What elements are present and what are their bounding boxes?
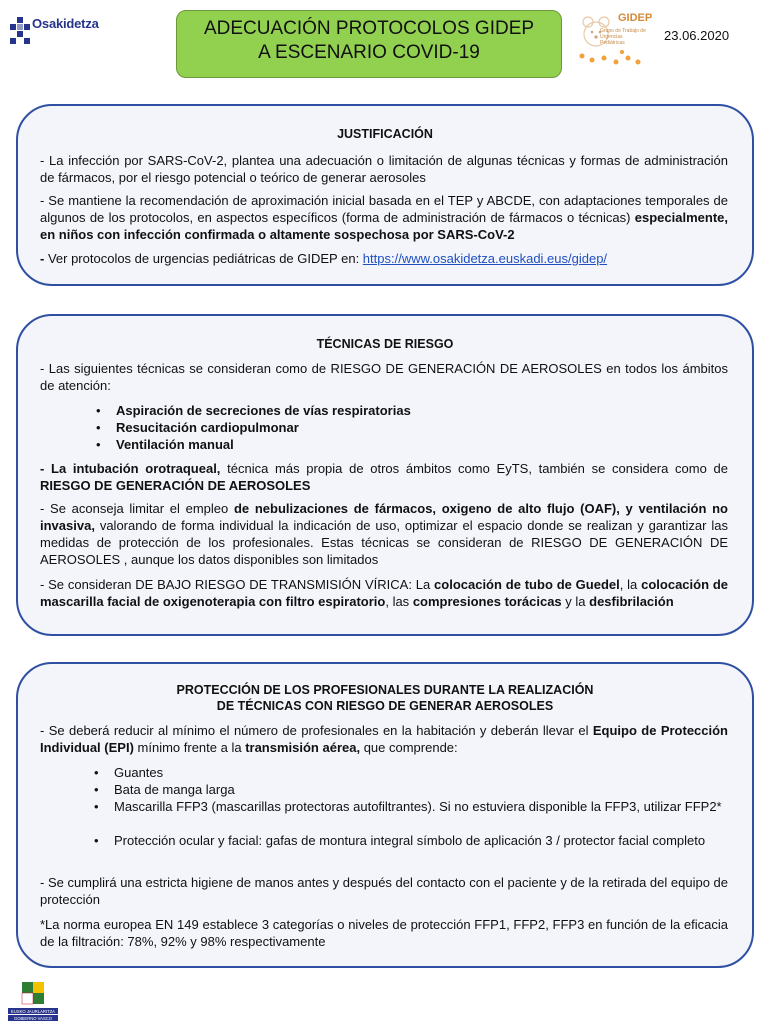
justificacion-paragraph-1: - La infección por SARS-CoV-2, plantea una adecuación o limitación de algunas técnicas y formas de administración de fármacos, por el riesgo potencial o teórico de generar aerosoles — [40, 153, 728, 185]
gidep-logo-text: GIDEP — [618, 12, 653, 24]
tecnicas-panel — [16, 314, 754, 636]
osakidetza-cross-icon — [10, 14, 30, 48]
justificacion-paragraph-2 — [40, 192, 728, 243]
footer-line-2: GOBIERNO VASCO — [13, 1016, 53, 1021]
proteccion-heading-line-1: PROTECCIÓN DE LOS PROFESIONALES DURANTE LA REALIZACIÓN — [176, 683, 594, 697]
list-item: • Protección ocular y facial: gafas de montura integral símbolo de aplicación 3 / protector facial completo — [94, 833, 706, 848]
bullet-icon: • — [94, 765, 99, 780]
list-item: • Mascarilla FFP3 (mascarillas protectoras autofiltrantes). Si no estuviera disponible la FFP3, utilizar FFP2* — [94, 799, 722, 814]
justificacion-heading: JUSTIFICACIÓN — [337, 127, 433, 141]
page-title — [176, 10, 562, 78]
gidep-protocols-link[interactable]: https://www.osakidetza.euskadi.eus/gidep/ — [362, 251, 608, 266]
nebulizaciones-paragraph: - Se aconseja limitar el empleo de nebulizaciones de fármacos, oxigeno de alto flujo (OAF), y ventilación no invasiva, valorando de forma individual la indicación de uso, optimizar el espacio donde se realizan y garantizar las medidas de protección de los profesionales. Estas técnicas se consideran de RIESGO DE GENERACIÓN DE AEROSOLES , aunque los datos disponibles son limitados — [40, 501, 728, 567]
proteccion-intro: - Se deberá reducir al mínimo el número de profesionales en la habitación y deberán llevar el Equipo de Protección Individual (EPI) mínimo frente a la transmisión aérea, que comprende: — [40, 723, 729, 755]
title-line-2: A ESCENARIO COVID-19 — [258, 42, 480, 63]
norma-footnote: *La norma europea EN 149 establece 3 categorías o niveles de protección FFP1, FFP2, FFP3 en función de la eficacia de la filtración: 78%, 92% y 98% respectivamente — [40, 917, 728, 949]
gidep-logo — [572, 8, 653, 72]
gobierno-vasco-logo — [4, 980, 62, 1022]
list-item: • Bata de manga larga — [94, 782, 235, 797]
bullet-icon: • — [94, 782, 99, 797]
list-item: • Aspiración de secreciones de vías respiratorias — [96, 403, 411, 418]
list-item: • Ventilación manual — [96, 437, 234, 452]
document-date: 23.06.2020 — [664, 28, 730, 43]
bullet-icon: • — [94, 833, 99, 848]
bullet-icon: • — [96, 420, 101, 435]
footer-line-1: EUSKO JAURLARITZA — [11, 1009, 55, 1014]
list-item: • Guantes — [94, 765, 164, 780]
tecnicas-intro: - Las siguientes técnicas se consideran como de RIESGO DE GENERACIÓN DE AEROSOLES en todos los ámbitos de atención: — [40, 361, 728, 393]
p2-text: - Se mantiene la recomendación de aproximación inicial basada en el TEP y ABCDE, con adaptaciones temporales de algunos de los protocolos, en aspectos específicos (forma de administración de fármacos o técnicas) — [40, 193, 728, 225]
bullet-icon: • — [94, 799, 99, 814]
p2-bold: especialmente, en niños con infección confirmada o altamente sospechosa por SARS-CoV-2 — [40, 210, 728, 242]
bajo-riesgo-paragraph: - Se consideran DE BAJO RIESGO DE TRANSMISIÓN VÍRICA: La colocación de tubo de Guedel, la colocación de mascarilla facial de oxigenoterapia con filtro espiratorio, las compresiones torácicas y la desfibrilación — [40, 577, 728, 609]
brand-name: Osakidetza — [32, 16, 99, 31]
justificacion-panel — [16, 104, 754, 286]
justificacion-paragraph-3 — [40, 250, 728, 267]
list-item: • Resucitación cardiopulmonar — [96, 420, 299, 435]
p3-dash: - — [40, 251, 45, 266]
intubacion-paragraph: - La intubación orotraqueal, técnica más propia de otros ámbitos como EyTS, también se considera como de RIESGO DE GENERACIÓN DE AEROSOLES — [40, 461, 729, 493]
bullet-icon: • — [96, 403, 101, 418]
tecnicas-heading: TÉCNICAS DE RIESGO — [316, 337, 454, 351]
osakidetza-logo — [10, 10, 120, 54]
bullet-icon: • — [96, 437, 101, 452]
proteccion-panel — [16, 662, 754, 968]
coat-of-arms-icon — [4, 980, 62, 1022]
higiene-paragraph: - Se cumplirá una estricta higiene de manos antes y después del contacto con el paciente y de la retirada del equipo de protección — [40, 875, 728, 907]
gidep-logo-subtitle: Grupo de Trabajo de Urgencias Pediátricas — [600, 28, 646, 46]
p3-text: Ver protocolos de urgencias pediátricas de GIDEP en: — [44, 251, 363, 266]
title-line-1: ADECUACIÓN PROTOCOLOS GIDEP — [203, 18, 535, 39]
proteccion-heading-line-2: DE TÉCNICAS CON RIESGO DE GENERAR AEROSOLES — [216, 699, 554, 713]
